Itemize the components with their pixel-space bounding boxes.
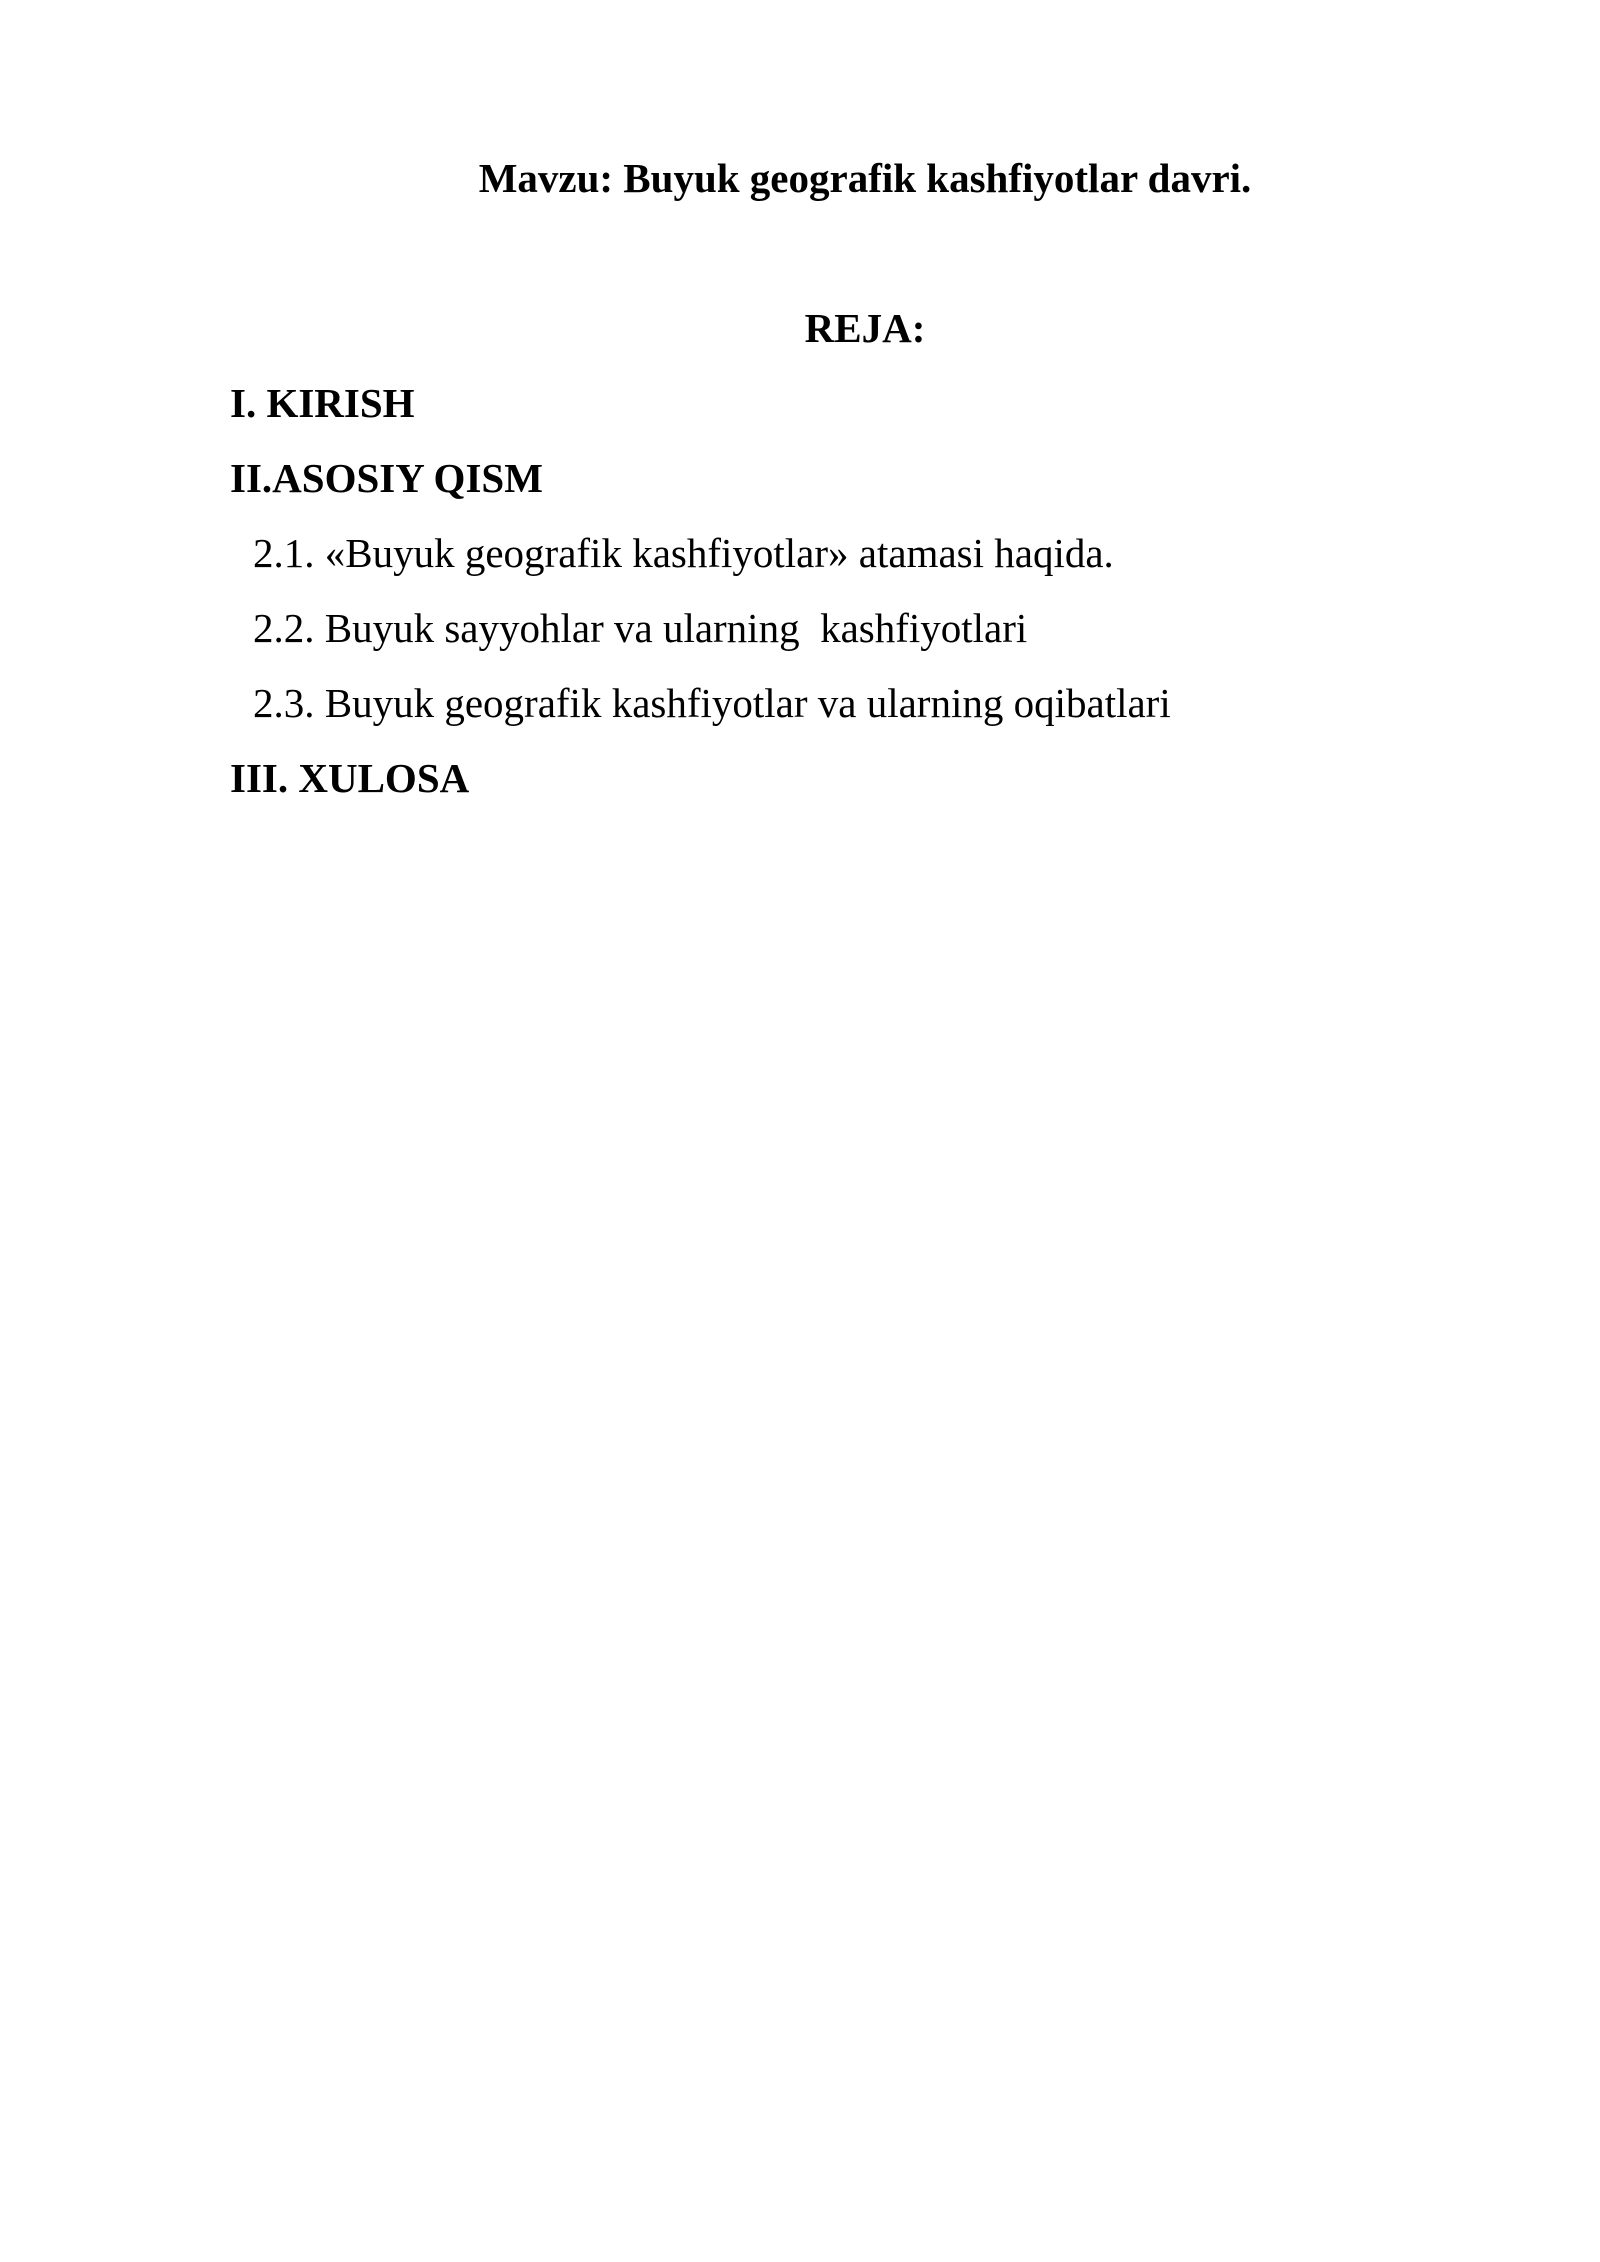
document-title: Mavzu: Buyuk geografik kashfiyotlar davri.	[478, 155, 1252, 201]
plan-heading: REJA:	[804, 305, 926, 351]
subsection-item: 2.2. Buyuk sayyohlar va ularning kashfiyotlari	[253, 605, 1028, 651]
section-intro: I. KIRISH	[230, 380, 415, 426]
subsection-item: 2.1. «Buyuk geografik kashfiyotlar» atamasi haqida.	[253, 530, 1114, 576]
section-main: II.ASOSIY QISM	[230, 455, 543, 501]
section-conclusion: III. XULOSA	[230, 755, 470, 801]
subsection-item: 2.3. Buyuk geografik kashfiyotlar va ularning oqibatlari	[253, 680, 1171, 726]
